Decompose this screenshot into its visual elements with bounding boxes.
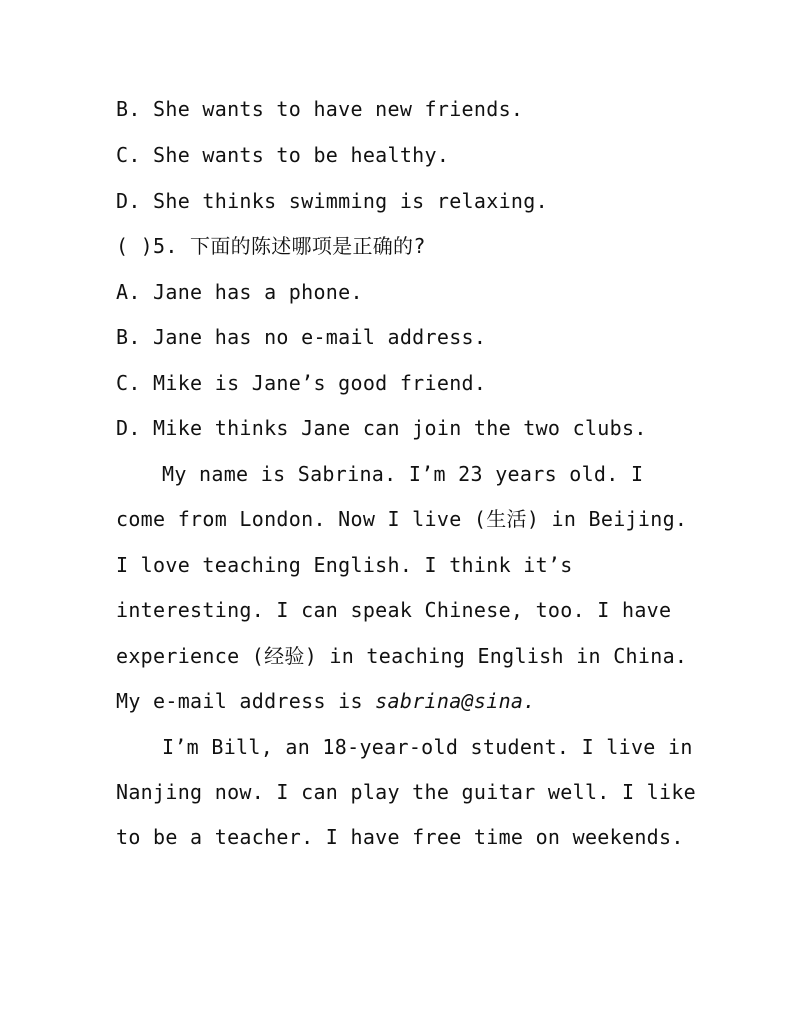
passage1-line-2: come from London. Now I live (生活) in Beijing.	[116, 507, 688, 531]
passage1-line-5: experience (经验) in teaching English in China.	[116, 644, 688, 668]
email-address: sabrina@sina.	[375, 689, 536, 713]
option-q5-d: D. Mike thinks Jane can join the two clubs.	[116, 416, 647, 440]
passage1-line-1: My name is Sabrina. I’m 23 years old. I	[162, 462, 644, 486]
passage2-line-3: to be a teacher. I have free time on weekends.	[116, 825, 684, 849]
option-q5-a: A. Jane has a phone.	[116, 280, 363, 304]
passage2-line-1: I’m Bill, an 18-year-old student. I live in	[162, 735, 693, 759]
question-5-prompt: ( )5. 下面的陈述哪项是正确的?	[116, 234, 426, 258]
option-q4-d: D. She thinks swimming is relaxing.	[116, 189, 548, 213]
option-q4-b: B. She wants to have new friends.	[116, 97, 524, 121]
passage2-line-2: Nanjing now. I can play the guitar well. I like	[116, 780, 697, 804]
passage1-line-4: interesting. I can speak Chinese, too. I have	[116, 598, 672, 622]
email-prefix: My e-mail address is	[116, 689, 376, 713]
passage1-line-3: I love teaching English. I think it’s	[116, 553, 573, 577]
passage1-line-6	[116, 689, 536, 713]
option-q4-c: C. She wants to be healthy.	[116, 143, 450, 167]
option-q5-b: B. Jane has no e-mail address.	[116, 325, 487, 349]
option-q5-c: C. Mike is Jane’s good friend.	[116, 371, 487, 395]
